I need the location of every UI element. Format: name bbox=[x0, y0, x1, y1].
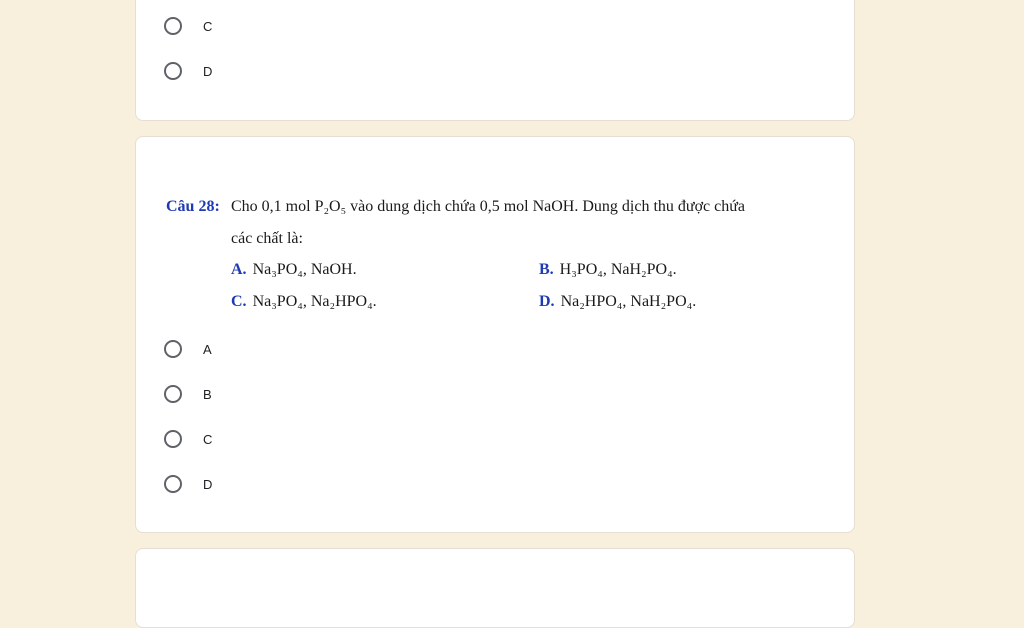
question-text-line2: các chất là: bbox=[231, 230, 303, 247]
option-d-label: D bbox=[203, 476, 213, 492]
option-d[interactable] bbox=[164, 472, 212, 496]
answer-b-letter: B. bbox=[539, 261, 554, 278]
answer-d-text: Na₂HPO₄, NaH₂PO₄. bbox=[560, 293, 697, 310]
answer-c bbox=[231, 293, 377, 311]
option-d-label: D bbox=[203, 63, 213, 79]
option-a[interactable] bbox=[164, 337, 212, 361]
option-c[interactable] bbox=[164, 14, 212, 38]
answer-d bbox=[539, 293, 696, 311]
question-number: Câu 28: bbox=[166, 198, 220, 215]
radio-a[interactable] bbox=[164, 340, 182, 358]
answer-a-text: Na₃PO₄, NaOH. bbox=[252, 261, 357, 278]
radio-b[interactable] bbox=[164, 385, 182, 403]
option-b[interactable] bbox=[164, 382, 212, 406]
question-28-text bbox=[166, 197, 836, 249]
answer-b-text: H₃PO₄, NaH₂PO₄. bbox=[559, 261, 677, 278]
answer-d-letter: D. bbox=[539, 293, 555, 310]
option-c[interactable] bbox=[164, 427, 212, 451]
next-question-card bbox=[135, 548, 855, 628]
question-28-card bbox=[135, 136, 855, 533]
radio-d[interactable] bbox=[164, 62, 182, 80]
answer-a bbox=[231, 261, 357, 279]
option-a-label: A bbox=[203, 341, 212, 357]
radio-c[interactable] bbox=[164, 17, 182, 35]
option-c-label: C bbox=[203, 18, 213, 34]
option-c-label: C bbox=[203, 431, 213, 447]
answer-b bbox=[539, 261, 677, 279]
answer-a-letter: A. bbox=[231, 261, 247, 278]
radio-c[interactable] bbox=[164, 430, 182, 448]
question-text-line1: Cho 0,1 mol P₂O₅ vào dung dịch chứa 0,5 mol NaOH. Dung dịch thu được chứa bbox=[231, 198, 746, 215]
answer-c-letter: C. bbox=[231, 293, 247, 310]
option-d[interactable] bbox=[164, 59, 212, 83]
answer-c-text: Na₃PO₄, Na₂HPO₄. bbox=[252, 293, 377, 310]
previous-question-card bbox=[135, 0, 855, 121]
radio-d[interactable] bbox=[164, 475, 182, 493]
option-b-label: B bbox=[203, 386, 212, 402]
